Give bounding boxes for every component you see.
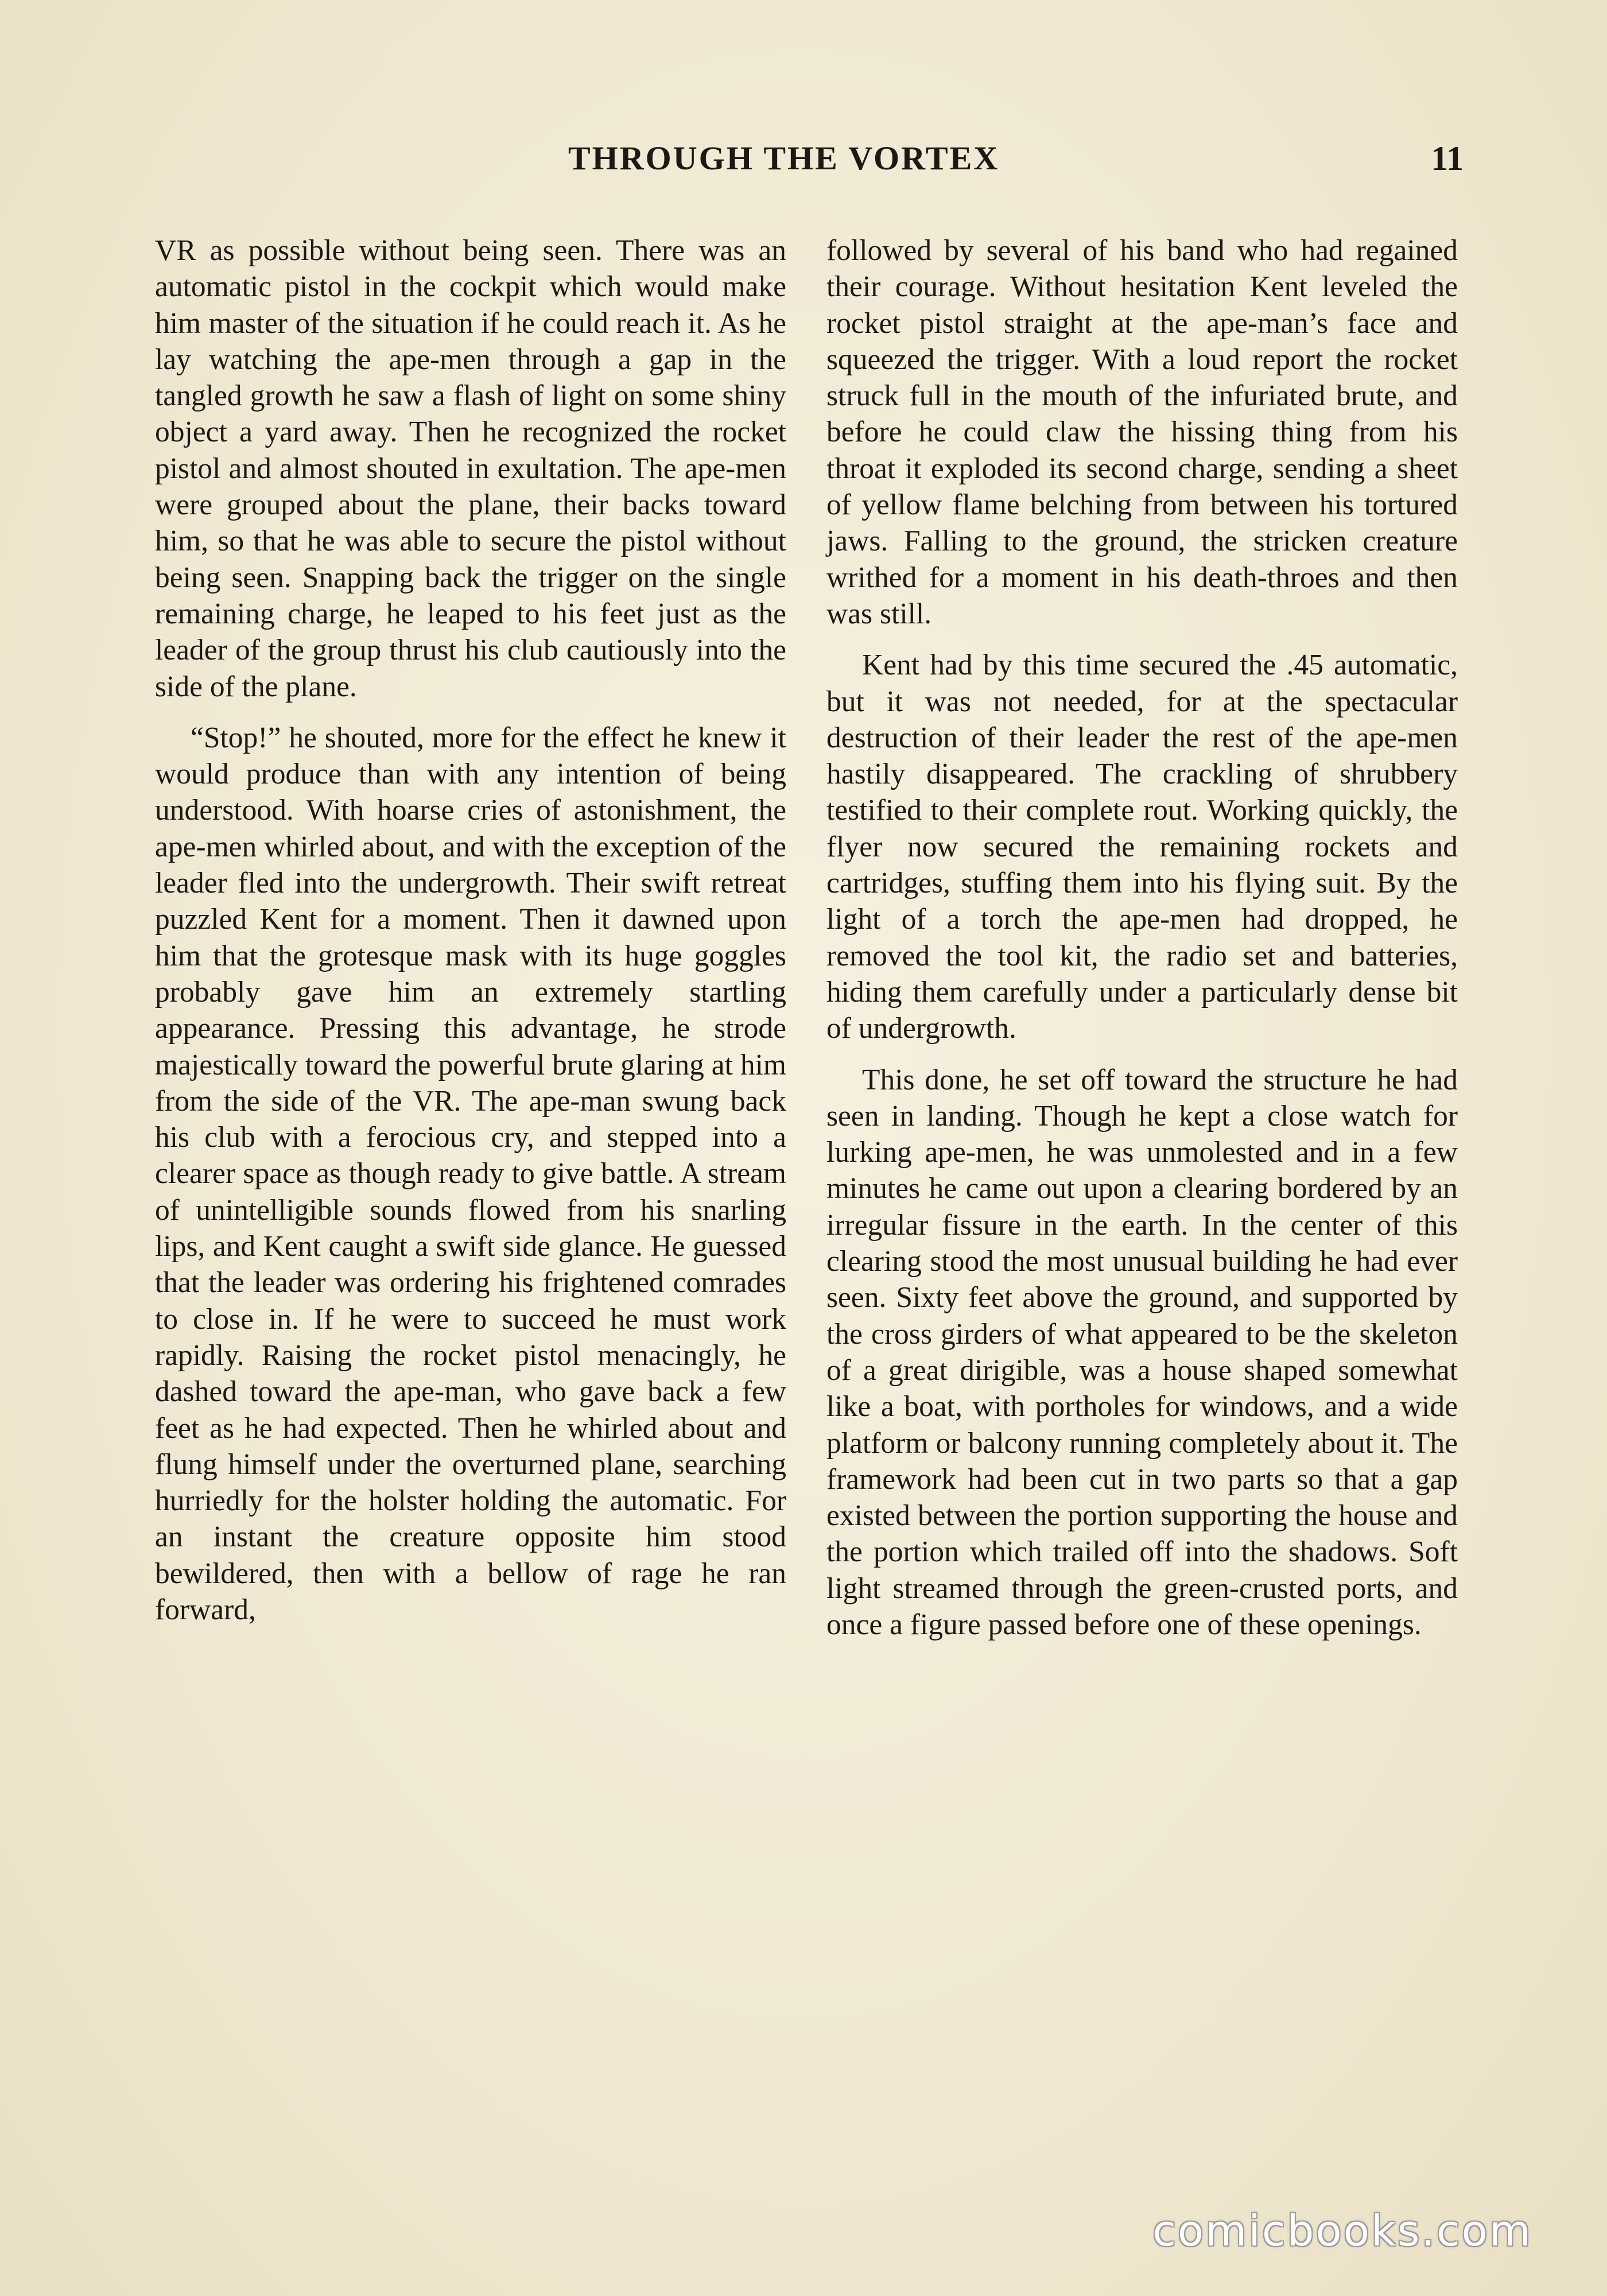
watermark: comicbooks.com bbox=[1152, 2206, 1532, 2256]
running-title: THROUGH THE VORTEX bbox=[568, 139, 1000, 177]
right-column bbox=[826, 232, 1458, 1658]
paragraph: followed by several of his band who had regained their courage. Without hesitation Kent leveled the rocket pistol straight at the ape-man’s face and squeezed the trigger. With a loud report the rocket struck full in the mouth of the infuriated brute, and before he could claw the hissing thing from his throat it exploded its second charge, sending a sheet of yellow flame belching from between his tortured jaws. Falling to the ground, the stricken creature writhed for a moment in his death-throes and then was still. bbox=[826, 234, 1458, 630]
paragraph: This done, he set off toward the structure he had seen in landing. Though he kept a close watch for lurking ape-men, he was unmolested and in a few minutes he came out upon a clearing bordered by an irregular fissure in the earth. In the center of this clearing stood the most unusual building he had ever seen. Sixty feet above the ground, and supported by the cross girders of what appeared to be the skeleton of a great dirigible, was a house shaped somewhat like a boat, with portholes for windows, and a wide platform or balcony running completely about it. The framework had been cut in two parts so that a gap existed between the portion supporting the house and the portion which trailed off into the shadows. Soft light streamed through the green-crusted ports, and once a figure passed before one of these openings. bbox=[826, 1063, 1458, 1641]
paragraph: Kent had by this time secured the .45 automatic, but it was not needed, for at the spectacular destruction of their leader the rest of the ape-men hastily disappeared. The crackling of shrubbery testified to their complete rout. Working quickly, the flyer now secured the remaining rockets and cartridges, stuffing them into his flying suit. By the light of a torch the ape-men had dropped, he removed the tool kit, the radio set and batteries, hiding them carefully under a particularly dense bit of undergrowth. bbox=[826, 649, 1458, 1045]
running-head bbox=[155, 139, 1464, 185]
paragraph: VR as possible without being seen. There was an automatic pistol in the cockpit which would make him master of the situation if he could reach it. As he lay watching the ape-men through a gap in the tangled growth he saw a flash of light on some shiny object a yard away. Then he recognized the rocket pistol and almost shouted in exultation. The ape-men were grouped about the plane, their backs toward him, so that he was able to secure the pistol without being seen. Snapping back the trigger on the single remaining charge, he leaped to his feet just as the leader of the group thrust his club cautiously into the side of the plane. bbox=[155, 234, 786, 703]
left-column bbox=[155, 232, 786, 1643]
page-number: 11 bbox=[1431, 139, 1464, 177]
paragraph: “Stop!” he shouted, more for the effect he knew it would produce than with any intention of being understood. With hoarse cries of astonishment, the ape-men whirled about, and with the exception of the leader fled into the undergrowth. Their swift retreat puzzled Kent for a moment. Then it dawned upon him that the grotesque mask with its huge goggles probably gave him an extremely startling appearance. Pressing this advantage, he strode majestically toward the powerful brute glaring at him from the side of the VR. The ape-man swung back his club with a ferocious cry, and stepped into a clearer space as though ready to give battle. A stream of unintelligible sounds flowed from his snarling lips, and Kent caught a swift side glance. He guessed that the leader was ordering his frightened comrades to close in. If he were to succeed he must work rapidly. Raising the rocket pistol menacingly, he dashed toward the ape-man, who gave back a few feet as he had expected. Then he whirled about and flung himself under the overturned plane, searching hurriedly for the holster holding the automatic. For an instant the creature opposite him stood bewildered, then with a bellow of rage he ran forward, bbox=[155, 721, 786, 1626]
